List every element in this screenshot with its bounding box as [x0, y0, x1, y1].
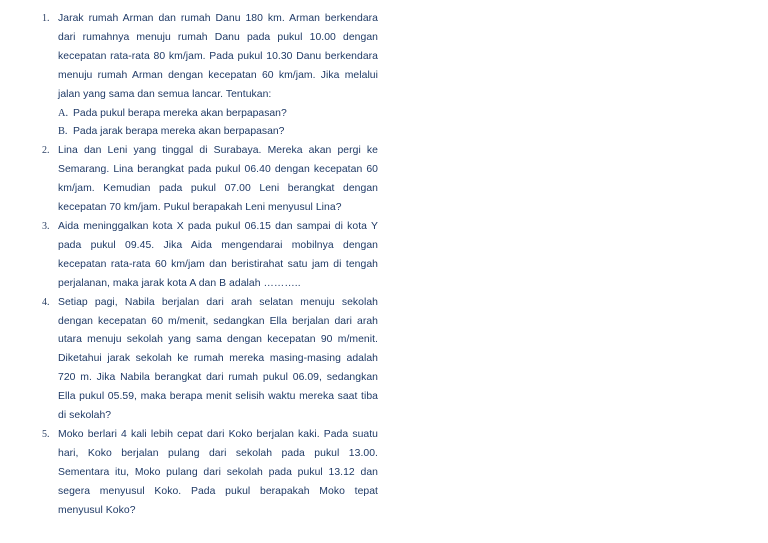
question-number: 3.	[42, 220, 50, 232]
question-number: 5.	[42, 428, 50, 440]
question-4	[34, 294, 378, 426]
question-number: 4.	[42, 296, 50, 308]
question-text: Jarak rumah Arman dan rumah Danu 180 km. Arman berkendara dari rumahnya menuju rumah Danu pada pukul 10.00 dengan kecepatan rata-rata 80 km/jam. Pada pukul 10.30 Danu berkendara menuju rumah Arman dengan kecepatan 60 km/jam. Jika melalui jalan yang sama dan semua lancar. Tentukan:	[58, 13, 378, 100]
sub-question-list	[58, 105, 378, 143]
question-document	[34, 10, 378, 520]
sub-question-letter: B.	[58, 126, 68, 138]
question-text: Aida meninggalkan kota X pada pukul 06.15 dan sampai di kota Y pada pukul 09.45. Jika Aida mengendarai mobilnya dengan kecepatan rata-rata 60 km/jam dan beristirahat satu jam di tengah perjalanan, maka jarak kota A dan B adalah ………..	[58, 220, 378, 289]
question-number: 2.	[42, 145, 50, 157]
sub-question-a	[58, 105, 378, 124]
question-text: Setiap pagi, Nabila berjalan dari arah selatan menuju sekolah dengan kecepatan 60 m/menit, sedangkan Ella berjalan dari arah utara menuju sekolah yang sama dengan kecepatan 90 m/menit. Diketahui jarak sekolah ke rumah mereka masing-masing adalah 720 m. Jika Nabila berangkat dari rumah pukul 06.09, sedangkan Ella pukul 05.59, maka berapa menit selisih waktu mereka saat tiba di sekolah?	[58, 296, 378, 422]
question-5	[34, 426, 378, 521]
question-number: 1.	[42, 13, 50, 24]
sub-question-text: Pada jarak berapa mereka akan berpapasan?	[73, 126, 285, 138]
question-3	[34, 218, 378, 294]
question-text: Moko berlari 4 kali lebih cepat dari Koko berjalan kaki. Pada suatu hari, Koko berjalan pulang dari sekolah pada pukul 13.00. Sementara itu, Moko pulang dari sekolah pada pukul 13.12 dan segera menyusul Koko. Pada pukul berapakah Moko tepat menyusul Koko?	[58, 428, 378, 516]
question-text: Lina dan Leni yang tinggal di Surabaya. Mereka akan pergi ke Semarang. Lina berangkat pada pukul 06.40 dengan kecepatan 60 km/jam. Kemudian pada pukul 07.00 Leni berangkat dengan kecepatan 70 km/jam. Pukul berapakah Leni menyusul Lina?	[58, 145, 378, 214]
question-1	[34, 10, 378, 142]
sub-question-b	[58, 123, 378, 142]
sub-question-text: Pada pukul berapa mereka akan berpapasan?	[73, 107, 287, 119]
sub-question-letter: A.	[58, 107, 69, 119]
question-2	[34, 142, 378, 218]
